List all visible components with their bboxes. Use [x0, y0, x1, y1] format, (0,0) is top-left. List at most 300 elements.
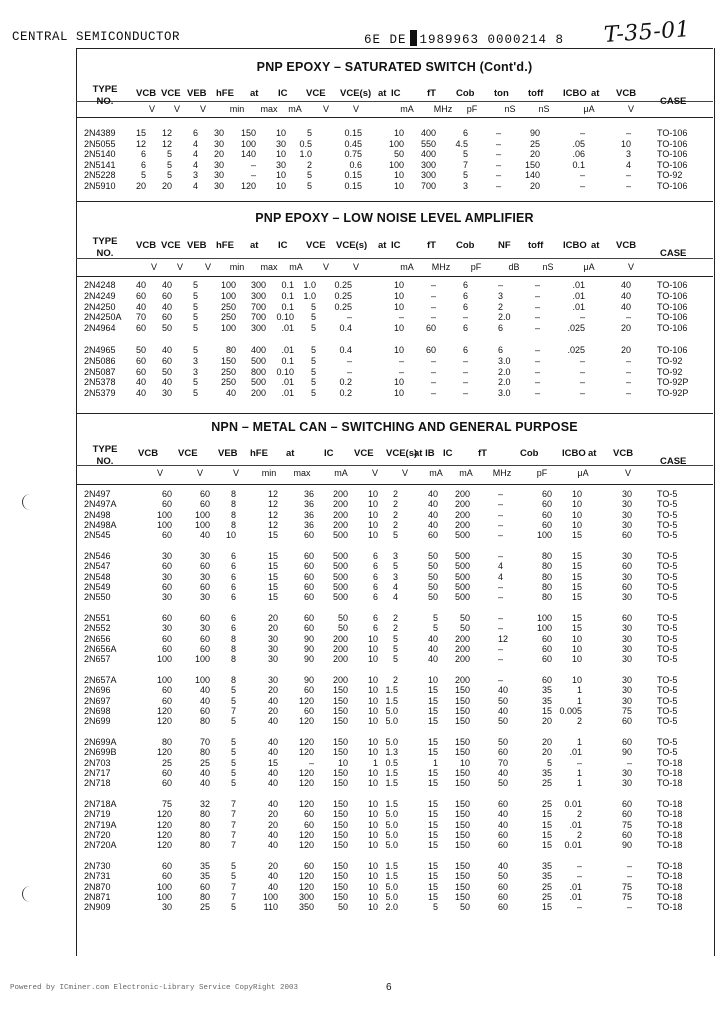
column-unit: μA: [577, 468, 589, 478]
table-cell: 20: [541, 737, 552, 747]
table-cell: 50: [498, 737, 509, 747]
table-cell: 100: [536, 530, 552, 541]
table-cell: 60: [161, 530, 172, 541]
table-cell: 140: [240, 149, 256, 159]
table-cell: 40: [620, 290, 631, 301]
table-cell: 5: [462, 170, 468, 180]
table-cell: 0.25: [334, 301, 352, 312]
table-cell: 0.1: [281, 280, 294, 290]
table-cell: 0.5: [299, 138, 312, 149]
table-cell: 40: [225, 388, 236, 399]
table-cell: 1.0: [303, 280, 316, 290]
type-number: 2N5228: [84, 170, 116, 180]
column-unit: V: [150, 262, 157, 272]
table-cell: 100: [388, 159, 404, 170]
table-cell: –: [346, 366, 352, 377]
table-cell: 15: [427, 829, 438, 840]
table-cell: 10: [367, 819, 378, 830]
table-cell: 50: [427, 592, 438, 603]
type-number: 2N498A: [84, 519, 117, 530]
table-cell: 60: [498, 747, 509, 758]
table-cell: 0.1: [281, 355, 294, 366]
table-cell: 350: [298, 902, 314, 913]
table-cell: 80: [199, 809, 210, 820]
table-cell: 60: [161, 861, 172, 871]
table-cell: 150: [454, 861, 470, 871]
table-cell: 1: [576, 737, 582, 747]
table-cell: 5: [230, 737, 236, 747]
table-cell: 200: [454, 643, 470, 654]
table-cell: TO-5: [657, 643, 678, 654]
table-cell: 2.0: [498, 366, 511, 377]
table-cell: 2: [392, 623, 398, 634]
table-cell: 150: [332, 871, 348, 882]
table-cell: 5: [192, 301, 198, 312]
table-cell: –: [498, 509, 504, 520]
table-cell: 32: [199, 799, 210, 809]
table-cell: 40: [498, 685, 509, 696]
table-cell: 3: [392, 551, 398, 561]
column-header: fT: [427, 88, 436, 99]
table-cell: 6: [462, 128, 468, 138]
type-number: 2N5378: [84, 377, 116, 388]
table-cell: 40: [199, 767, 210, 778]
table-cell: 5.0: [385, 716, 398, 727]
table-cell: 15: [427, 778, 438, 789]
table-cell: 150: [332, 767, 348, 778]
table-cell: 8: [230, 643, 236, 654]
table-cell: 200: [332, 633, 348, 644]
table-cell: TO-92P: [657, 388, 689, 399]
table-cell: 15: [427, 819, 438, 830]
table-cell: 100: [388, 138, 404, 149]
table-cell: 10: [367, 489, 378, 499]
table-cell: 6: [140, 149, 146, 159]
column-unit: pF: [466, 104, 478, 114]
table-cell: .05: [572, 138, 585, 149]
table-cell: 7: [230, 840, 236, 851]
table-cell: 50: [427, 561, 438, 572]
table-cell: 5: [230, 767, 236, 778]
type-number: 2N4965: [84, 345, 116, 355]
code-left: 6E DE: [364, 33, 407, 47]
table-cell: 60: [161, 633, 172, 644]
table-cell: 3: [462, 180, 468, 191]
table-cell: –: [534, 301, 540, 312]
table-cell: 2: [576, 716, 582, 727]
column-header: IC: [278, 240, 288, 251]
table-cell: 60: [199, 613, 210, 623]
table-cell: 5: [432, 613, 438, 623]
table-cell: –: [534, 280, 540, 290]
table-cell: 6: [372, 581, 378, 592]
table-cell: 40: [199, 530, 210, 541]
table-cell: 250: [220, 377, 236, 388]
table-cell: 30: [621, 519, 632, 530]
table-cell: 0.5: [385, 757, 398, 768]
table-cell: 12: [498, 633, 509, 644]
table-cell: 500: [454, 561, 470, 572]
table-cell: 110: [263, 902, 278, 913]
table-cell: 30: [267, 675, 278, 685]
table-cell: 100: [220, 280, 236, 290]
table-cell: 300: [298, 891, 314, 902]
table-cell: 1: [372, 757, 378, 768]
table-cell: 40: [199, 695, 210, 706]
table-cell: 0.15: [344, 180, 362, 191]
table-cell: 60: [199, 499, 210, 510]
table-cell: 3: [192, 170, 198, 180]
table-cell: 40: [427, 509, 438, 520]
table-cell: 40: [267, 737, 278, 747]
table-cell: 10: [367, 716, 378, 727]
column-header: VCE(s): [336, 240, 368, 251]
table-cell: 150: [454, 705, 470, 716]
table-cell: 200: [332, 519, 348, 530]
column-unit: MHz: [433, 104, 453, 114]
table-cell: 5: [230, 716, 236, 727]
table-cell: 12: [267, 489, 278, 499]
table-cell: 10: [427, 675, 438, 685]
table-cell: 40: [267, 840, 278, 851]
table-cell: 15: [267, 571, 278, 582]
type-number: 2N657: [84, 654, 111, 665]
type-number: 2N552: [84, 623, 111, 634]
column-unit: V: [148, 104, 155, 114]
column-header: at IB: [414, 448, 435, 459]
table-cell: 0.75: [344, 149, 362, 159]
table-cell: TO-18: [657, 902, 683, 913]
table-cell: 6: [230, 613, 236, 623]
table-cell: 150: [454, 881, 470, 892]
table-cell: 15: [541, 902, 552, 913]
table-cell: 40: [199, 778, 210, 789]
table-cell: 40: [620, 280, 631, 290]
table-cell: 150: [332, 737, 348, 747]
table-cell: –: [308, 757, 314, 768]
table-cell: 1: [432, 757, 438, 768]
table-cell: 6: [462, 280, 468, 290]
table-cell: 3: [498, 290, 504, 301]
table-cell: 10: [367, 519, 378, 530]
table-cell: 150: [332, 705, 348, 716]
table-cell: TO-92: [657, 366, 683, 377]
table-cell: 60: [541, 519, 552, 530]
table-cell: 7: [462, 159, 468, 170]
column-unit: pF: [470, 262, 482, 272]
table-cell: 40: [267, 778, 278, 789]
column-unit: V: [196, 468, 203, 478]
table-cell: 0.45: [344, 138, 362, 149]
table-cell: 60: [621, 799, 632, 809]
table-cell: TO-18: [657, 871, 683, 882]
table-cell: 150: [454, 685, 470, 696]
column-header: Cob: [456, 240, 475, 251]
column-unit: mA: [429, 468, 443, 478]
table-cell: TO-5: [657, 551, 678, 561]
table-cell: 50: [427, 581, 438, 592]
column-unit: V: [322, 104, 329, 114]
table-cell: TO-18: [657, 778, 683, 789]
table-cell: 5: [230, 902, 236, 913]
table-cell: 80: [541, 592, 552, 603]
type-number: 2N657A: [84, 675, 117, 685]
table-cell: 1.0: [303, 290, 316, 301]
table-cell: 5: [192, 290, 198, 301]
table-cell: 3: [625, 149, 631, 159]
table-cell: 20: [267, 705, 278, 716]
type-number: 2N5141: [84, 159, 116, 170]
table-cell: 15: [427, 861, 438, 871]
type-number: 2N4249: [84, 290, 116, 301]
table-cell: 30: [275, 138, 286, 149]
table-cell: 75: [621, 705, 632, 716]
column-header: ICBO: [562, 448, 586, 459]
column-header: NF: [498, 240, 511, 251]
column-unit: V: [156, 468, 163, 478]
table-cell: 60: [541, 509, 552, 520]
table-cell: 6: [140, 159, 146, 170]
table-cell: 6: [372, 571, 378, 582]
table-cell: TO-5: [657, 530, 678, 541]
type-number: 2N549: [84, 581, 111, 592]
table-cell: 10: [367, 737, 378, 747]
table-cell: 60: [199, 881, 210, 892]
table-cell: 40: [498, 861, 509, 871]
table-cell: –: [430, 301, 436, 312]
table-cell: 100: [536, 613, 552, 623]
table-row: [76, 367, 713, 378]
table-cell: 60: [621, 829, 632, 840]
table-cell: –: [626, 861, 632, 871]
table-cell: 60: [303, 613, 314, 623]
table-cell: –: [625, 377, 631, 388]
table-row: [76, 530, 713, 541]
column-header: VCB: [616, 240, 637, 251]
table-cell: 60: [303, 819, 314, 830]
table-cell: 120: [298, 767, 314, 778]
body-rule: [76, 117, 713, 118]
column-header: VCE(s): [386, 448, 418, 459]
table-cell: –: [534, 290, 540, 301]
column-unit: min: [229, 262, 245, 272]
table-cell: 6: [462, 345, 468, 355]
table-cell: 40: [427, 643, 438, 654]
table-cell: 5: [392, 530, 398, 541]
column-header: VEB: [187, 88, 207, 99]
type-number: 2N4964: [84, 323, 116, 334]
table-cell: TO-5: [657, 633, 678, 644]
table-cell: –: [534, 377, 540, 388]
table-cell: –: [498, 643, 504, 654]
table-cell: 60: [161, 312, 172, 323]
column-header: at: [588, 448, 597, 459]
table-cell: TO-5: [657, 654, 678, 665]
table-cell: –: [576, 902, 582, 913]
table-cell: –: [625, 170, 631, 180]
table-cell: 60: [621, 613, 632, 623]
column-unit: V: [624, 468, 631, 478]
column-unit: mA: [400, 104, 414, 114]
table-cell: 36: [303, 489, 314, 499]
table-cell: 12: [267, 519, 278, 530]
table-cell: –: [576, 757, 582, 768]
table-cell: 60: [541, 489, 552, 499]
table-cell: –: [498, 499, 504, 510]
header-rule: [76, 258, 713, 259]
table-row: [76, 160, 713, 171]
table-cell: 20: [161, 180, 172, 191]
table-cell: 120: [156, 747, 172, 758]
table-cell: 15: [267, 530, 278, 541]
table-cell: 7: [230, 881, 236, 892]
table-cell: 15: [427, 871, 438, 882]
table-cell: 120: [298, 737, 314, 747]
column-unit: V: [199, 104, 206, 114]
table-cell: 100: [156, 675, 172, 685]
table-cell: 15: [427, 705, 438, 716]
table-cell: 2: [392, 613, 398, 623]
section-title: PNP EPOXY – SATURATED SWITCH (Cont'd.): [256, 60, 533, 74]
table-cell: –: [430, 377, 436, 388]
table-cell: 15: [571, 561, 582, 572]
table-cell: 90: [303, 654, 314, 665]
table-cell: –: [496, 180, 502, 191]
table-cell: 40: [135, 377, 146, 388]
table-cell: TO-106: [657, 149, 688, 159]
type-number: 2N731: [84, 871, 111, 882]
table-cell: 60: [498, 891, 509, 902]
table-cell: 200: [332, 489, 348, 499]
table-cell: 10: [393, 170, 404, 180]
table-cell: 3: [392, 571, 398, 582]
column-header: VCE: [161, 240, 181, 251]
table-cell: 1: [576, 767, 582, 778]
table-cell: 50: [427, 571, 438, 582]
table-cell: 12: [267, 509, 278, 520]
column-unit: V: [371, 468, 378, 478]
table-cell: 40: [427, 654, 438, 665]
table-cell: 10: [571, 643, 582, 654]
table-cell: 30: [213, 159, 224, 170]
table-cell: 70: [498, 757, 509, 768]
table-cell: 5: [462, 149, 468, 159]
table-cell: 400: [250, 345, 266, 355]
table-cell: –: [498, 551, 504, 561]
table-cell: 8: [230, 633, 236, 644]
table-cell: 12: [161, 128, 172, 138]
table-cell: 5: [230, 778, 236, 789]
section-title: NPN – METAL CAN – SWITCHING AND GENERAL PURPOSE: [211, 420, 578, 434]
table-cell: 10: [393, 280, 404, 290]
table-cell: 30: [621, 499, 632, 510]
table-cell: 500: [454, 581, 470, 592]
table-cell: –: [496, 159, 502, 170]
column-unit: V: [627, 262, 634, 272]
table-cell: 15: [571, 592, 582, 603]
table-cell: 60: [541, 643, 552, 654]
table-cell: 6: [372, 623, 378, 634]
column-header: IC: [278, 88, 288, 99]
table-cell: TO-5: [657, 737, 678, 747]
table-cell: 2.0: [498, 377, 511, 388]
table-row: [76, 840, 713, 851]
page-header: [12, 17, 712, 50]
table-cell: –: [462, 377, 468, 388]
table-cell: 30: [267, 654, 278, 665]
table-row: [76, 149, 713, 160]
table-cell: 25: [541, 891, 552, 902]
table-cell: 60: [303, 861, 314, 871]
table-cell: 30: [199, 623, 210, 634]
table-cell: 10: [393, 323, 404, 334]
table-cell: –: [534, 366, 540, 377]
table-cell: 5.0: [385, 737, 398, 747]
table-row: [76, 592, 713, 603]
table-cell: 4: [192, 159, 198, 170]
table-cell: 40: [135, 280, 146, 290]
table-row: [76, 654, 713, 665]
column-unit: V: [176, 262, 183, 272]
table-cell: 10: [571, 654, 582, 665]
page-number: 6: [386, 982, 392, 993]
table-cell: –: [498, 613, 504, 623]
table-cell: 100: [194, 654, 210, 665]
table-cell: 5: [310, 388, 316, 399]
table-cell: TO-106: [657, 180, 688, 191]
table-cell: 12: [135, 138, 146, 149]
table-cell: 10: [367, 902, 378, 913]
table-cell: 35: [541, 767, 552, 778]
table-cell: TO-92P: [657, 377, 689, 388]
table-cell: TO-5: [657, 519, 678, 530]
table-cell: 200: [454, 499, 470, 510]
table-cell: 30: [199, 551, 210, 561]
table-cell: –: [398, 312, 404, 323]
table-cell: 100: [536, 623, 552, 634]
column-unit: mA: [289, 262, 303, 272]
table-cell: 3.0: [498, 388, 511, 399]
column-header: toff: [528, 240, 544, 251]
table-cell: 60: [303, 592, 314, 603]
table-cell: 10: [367, 799, 378, 809]
table-cell: 60: [541, 654, 552, 665]
column-unit: nS: [504, 104, 516, 114]
table-cell: 150: [454, 819, 470, 830]
table-cell: 50: [337, 613, 348, 623]
table-cell: 100: [156, 509, 172, 520]
body-rule: [76, 484, 713, 485]
table-cell: 10: [367, 705, 378, 716]
table-cell: 10: [367, 881, 378, 892]
column-header: at: [250, 240, 259, 251]
table-cell: 60: [621, 716, 632, 727]
table-cell: 8: [230, 509, 236, 520]
column-unit: V: [173, 104, 180, 114]
table-cell: 60: [425, 345, 436, 355]
section-top-rule: [76, 201, 713, 202]
table-cell: –: [625, 128, 631, 138]
table-cell: 700: [250, 301, 266, 312]
table-cell: 8: [230, 675, 236, 685]
table-cell: 60: [161, 499, 172, 510]
body-rule: [76, 276, 713, 277]
table-cell: 15: [267, 561, 278, 572]
table-cell: 10: [393, 377, 404, 388]
table-cell: 30: [199, 592, 210, 603]
table-cell: TO-5: [657, 499, 678, 510]
table-cell: 2: [392, 675, 398, 685]
